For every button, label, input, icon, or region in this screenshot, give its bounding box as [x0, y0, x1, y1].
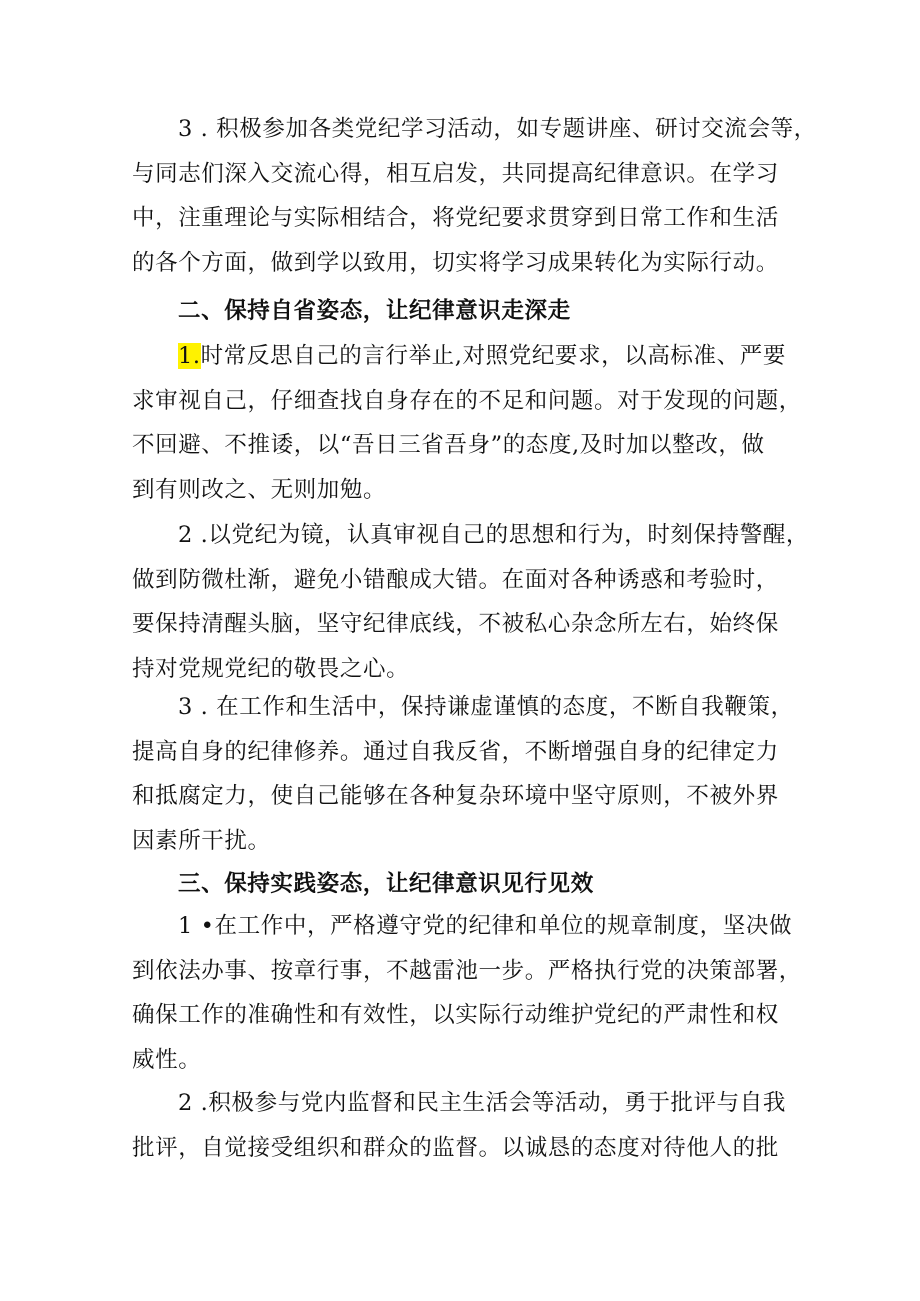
text-line: 不回避、不推诿，以“吾日三省吾身”的态度,及时加以整改，做 — [132, 432, 765, 458]
text-line-content: 时常反思自己的言行举止,对照党纪要求，以高标准、严要 — [200, 343, 786, 369]
paragraph-self-reflection-2 — [132, 513, 810, 691]
paragraph-study-activities — [132, 107, 817, 285]
text-line: 到有则改之、无则加勉。 — [132, 476, 387, 503]
text-line: 2 .积极参与党内监督和民主生活会等活动，勇于批评与自我 — [178, 1090, 786, 1116]
text-line: 与同志们深入交流心得，相互启发，共同提高纪律意识。在学习 — [132, 160, 779, 187]
paragraph-self-reflection-1 — [132, 334, 802, 512]
paragraph-self-reflection-3 — [132, 685, 794, 863]
text-line: 提高自身的纪律修养。通过自我反省，不断增强自身的纪律定力 — [132, 738, 779, 765]
section-heading-practice: 三、保持实践姿态，让纪律意识见行见效 — [178, 871, 594, 897]
text-line: 的各个方面，做到学以致用，切实将学习成果转化为实际行动。 — [132, 249, 779, 276]
text-line: 因素所干扰。 — [132, 827, 271, 854]
text-line: 3 . 积极参加各类党纪学习活动，如专题讲座、研讨交流会等， — [178, 116, 817, 142]
paragraph-practice-1 — [132, 904, 802, 1082]
section-heading-self-reflection: 二、保持自省姿态，让纪律意识走深走 — [178, 298, 571, 324]
text-line: 批评，自觉接受组织和群众的监督。以诚恳的态度对待他人的批 — [132, 1134, 779, 1161]
text-line: 求审视自己，仔细查找自身存在的不足和问题。对于发现的问题， — [132, 387, 802, 414]
text-line: 威性。 — [132, 1046, 202, 1073]
text-line — [132, 334, 794, 379]
text-line: 2 .以党纪为镜，认真审视自己的思想和行为，时刻保持警醒， — [178, 522, 810, 548]
text-line: 和抵腐定力，使自己能够在各种复杂环境中坚守原则，不被外界 — [132, 783, 779, 809]
text-line: 做到防微杜渐，避免小错酿成大错。在面对各种诱惑和考验时， — [132, 566, 779, 593]
text-line: 到依法办事、按章行事，不越雷池一步。严格执行党的决策部署， — [132, 957, 802, 984]
text-line: 中，注重理论与实际相结合，将党纪要求贯穿到日常工作和生活 — [132, 205, 779, 231]
paragraph-practice-2 — [132, 1081, 794, 1170]
text-line: 1 •在工作中，严格遵守党的纪律和单位的规章制度，坚决做 — [178, 913, 793, 939]
text-line: 要保持清醒头脑，坚守纪律底线，不被私心杂念所左右，始终保 — [132, 611, 779, 637]
highlighted-list-marker: 1. — [178, 343, 201, 369]
text-line: 持对党规党纪的敬畏之心。 — [132, 655, 410, 682]
text-line: 3 . 在工作和生活中，保持谦虚谨慎的态度，不断自我鞭策， — [178, 694, 794, 720]
text-line: 确保工作的准确性和有效性，以实际行动维护党纪的严肃性和权 — [132, 1002, 779, 1028]
